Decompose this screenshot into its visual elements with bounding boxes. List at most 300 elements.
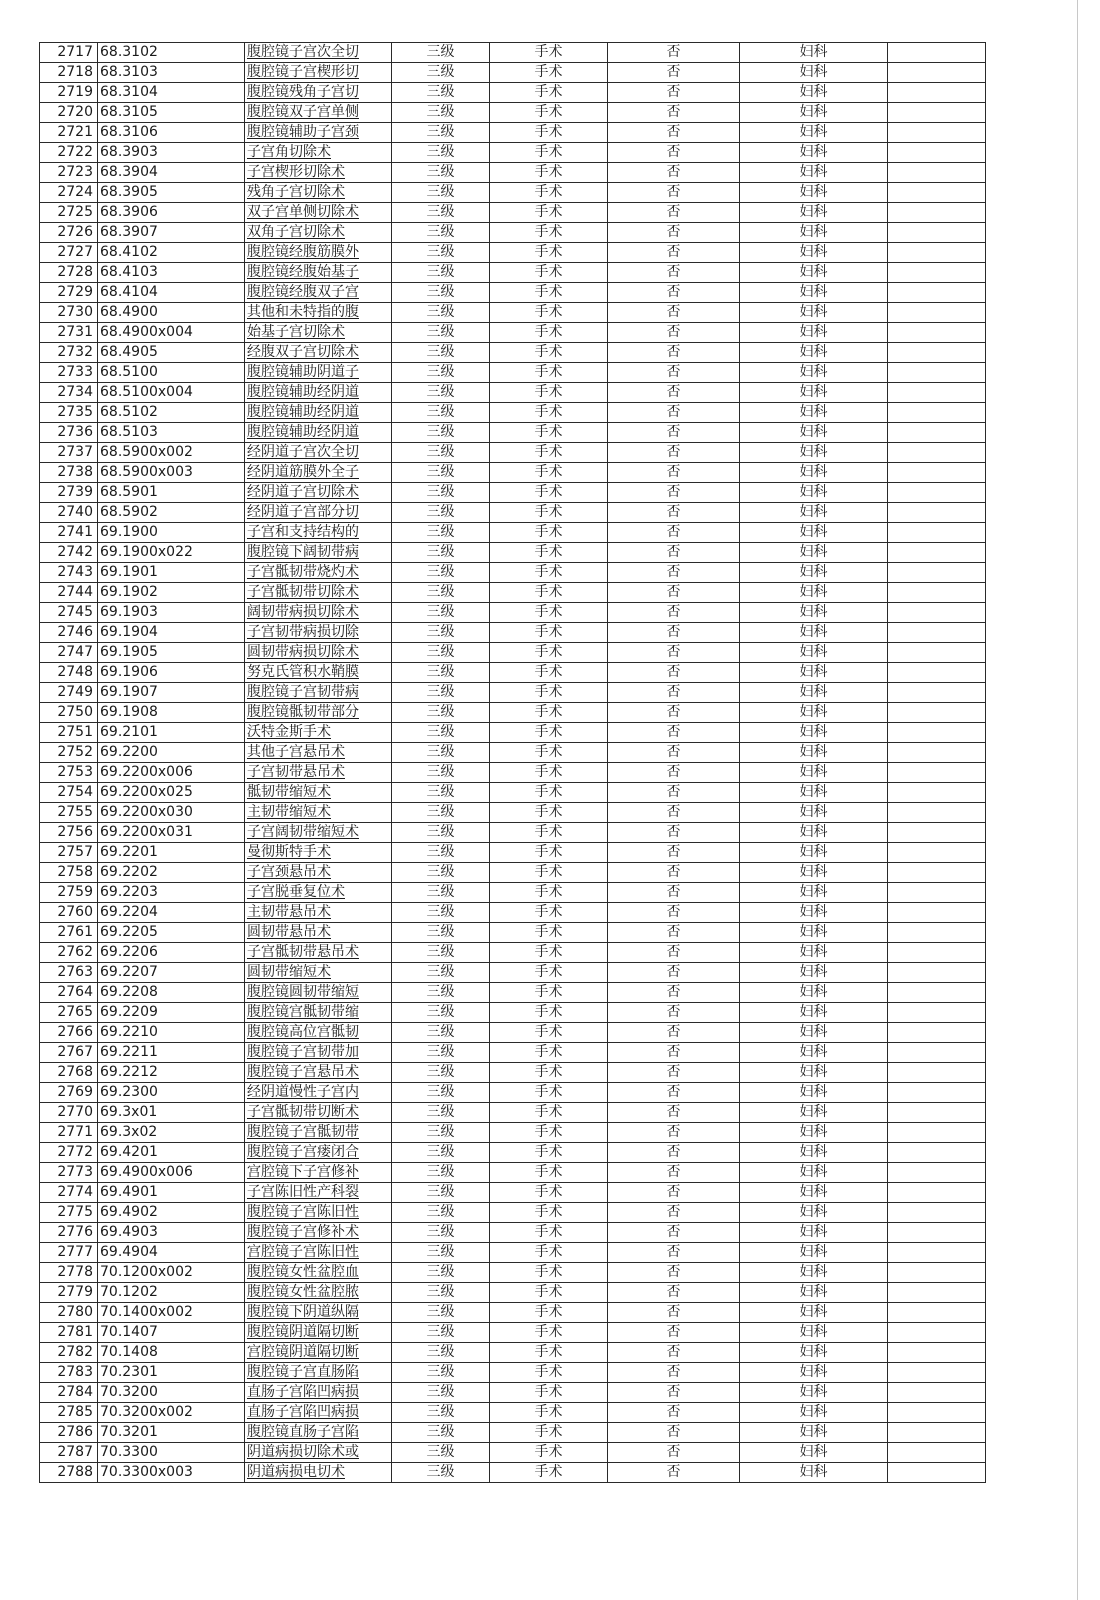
procedure-type: 手术 (490, 1323, 608, 1343)
procedure-type: 手术 (490, 1363, 608, 1383)
procedure-type: 手术 (490, 1023, 608, 1043)
row-number: 2751 (40, 723, 98, 743)
procedure-code: 69.2206 (98, 943, 245, 963)
procedure-code: 69.1904 (98, 623, 245, 643)
procedure-code: 69.2209 (98, 1003, 245, 1023)
procedure-code: 70.2301 (98, 1363, 245, 1383)
flag-value: 否 (608, 163, 740, 183)
table-row (40, 1223, 986, 1243)
department: 妇科 (740, 603, 888, 623)
row-number: 2726 (40, 223, 98, 243)
procedure-type: 手术 (490, 1423, 608, 1443)
department: 妇科 (740, 1283, 888, 1303)
flag-value: 否 (608, 1083, 740, 1103)
procedure-code: 69.1907 (98, 683, 245, 703)
empty-cell (888, 1203, 986, 1223)
flag-value: 否 (608, 1223, 740, 1243)
flag-value: 否 (608, 843, 740, 863)
department: 妇科 (740, 203, 888, 223)
row-number: 2786 (40, 1423, 98, 1443)
procedure-type: 手术 (490, 1243, 608, 1263)
procedure-code: 69.2207 (98, 963, 245, 983)
row-number: 2736 (40, 423, 98, 443)
procedure-code: 70.3201 (98, 1423, 245, 1443)
flag-value: 否 (608, 123, 740, 143)
table-row (40, 123, 986, 143)
department: 妇科 (740, 743, 888, 763)
procedure-code: 70.1200x002 (98, 1263, 245, 1283)
surgery-level: 三级 (392, 283, 490, 303)
empty-cell (888, 1343, 986, 1363)
flag-value: 否 (608, 383, 740, 403)
surgery-level: 三级 (392, 463, 490, 483)
flag-value: 否 (608, 1443, 740, 1463)
procedure-name: 宫腔镜阴道隔切断 (245, 1343, 392, 1363)
department: 妇科 (740, 543, 888, 563)
surgery-level: 三级 (392, 163, 490, 183)
procedure-name: 腹腔镜经腹筋膜外 (245, 243, 392, 263)
table-row (40, 1363, 986, 1383)
empty-cell (888, 223, 986, 243)
table-row (40, 643, 986, 663)
table-row (40, 283, 986, 303)
department: 妇科 (740, 403, 888, 423)
procedure-code: 69.2200x030 (98, 803, 245, 823)
procedure-name: 残角子宫切除术 (245, 183, 392, 203)
row-number: 2724 (40, 183, 98, 203)
table-row (40, 803, 986, 823)
table-row (40, 663, 986, 683)
surgery-level: 三级 (392, 143, 490, 163)
procedure-type: 手术 (490, 63, 608, 83)
department: 妇科 (740, 83, 888, 103)
surgery-level: 三级 (392, 123, 490, 143)
procedure-name: 圆韧带缩短术 (245, 963, 392, 983)
flag-value: 否 (608, 923, 740, 943)
table-row (40, 563, 986, 583)
procedure-code: 69.2212 (98, 1063, 245, 1083)
flag-value: 否 (608, 703, 740, 723)
procedure-type: 手术 (490, 743, 608, 763)
procedure-name: 腹腔镜经腹双子宫 (245, 283, 392, 303)
procedure-name: 腹腔镜经腹始基子 (245, 263, 392, 283)
department: 妇科 (740, 383, 888, 403)
surgery-level: 三级 (392, 823, 490, 843)
surgery-level: 三级 (392, 83, 490, 103)
empty-cell (888, 1223, 986, 1243)
procedure-name: 子宫陈旧性产科裂 (245, 1183, 392, 1203)
surgery-level: 三级 (392, 1223, 490, 1243)
table-row (40, 723, 986, 743)
empty-cell (888, 523, 986, 543)
table-row (40, 303, 986, 323)
procedure-type: 手术 (490, 583, 608, 603)
procedure-name: 腹腔镜女性盆腔脓 (245, 1283, 392, 1303)
row-number: 2737 (40, 443, 98, 463)
department: 妇科 (740, 483, 888, 503)
flag-value: 否 (608, 1263, 740, 1283)
flag-value: 否 (608, 183, 740, 203)
flag-value: 否 (608, 1143, 740, 1163)
empty-cell (888, 603, 986, 623)
procedure-code: 68.4900 (98, 303, 245, 323)
table-row (40, 403, 986, 423)
procedure-name: 腹腔镜辅助经阴道 (245, 423, 392, 443)
department: 妇科 (740, 1463, 888, 1483)
procedure-type: 手术 (490, 43, 608, 63)
procedure-type: 手术 (490, 123, 608, 143)
surgery-level: 三级 (392, 1263, 490, 1283)
empty-cell (888, 1463, 986, 1483)
department: 妇科 (740, 783, 888, 803)
procedure-name: 腹腔镜直肠子宫陷 (245, 1423, 392, 1443)
procedure-code: 68.3907 (98, 223, 245, 243)
procedure-code: 69.4904 (98, 1243, 245, 1263)
flag-value: 否 (608, 1063, 740, 1083)
flag-value: 否 (608, 243, 740, 263)
row-number: 2766 (40, 1023, 98, 1043)
procedure-name: 腹腔镜宫骶韧带缩 (245, 1003, 392, 1023)
surgery-level: 三级 (392, 883, 490, 903)
empty-cell (888, 883, 986, 903)
department: 妇科 (740, 863, 888, 883)
procedure-type: 手术 (490, 563, 608, 583)
department: 妇科 (740, 1163, 888, 1183)
row-number: 2758 (40, 863, 98, 883)
flag-value: 否 (608, 283, 740, 303)
flag-value: 否 (608, 1023, 740, 1043)
surgery-level: 三级 (392, 623, 490, 643)
surgery-level: 三级 (392, 863, 490, 883)
procedure-name: 阴道病损电切术 (245, 1463, 392, 1483)
row-number: 2729 (40, 283, 98, 303)
surgery-level: 三级 (392, 1423, 490, 1443)
department: 妇科 (740, 663, 888, 683)
table-row (40, 1243, 986, 1263)
surgery-catalog-sheet (39, 42, 986, 1483)
surgery-level: 三级 (392, 403, 490, 423)
surgery-level: 三级 (392, 943, 490, 963)
table-row (40, 1323, 986, 1343)
empty-cell (888, 1323, 986, 1343)
surgery-level: 三级 (392, 423, 490, 443)
empty-cell (888, 423, 986, 443)
procedure-type: 手术 (490, 943, 608, 963)
procedure-code: 68.4900x004 (98, 323, 245, 343)
department: 妇科 (740, 463, 888, 483)
table-row (40, 503, 986, 523)
surgery-level: 三级 (392, 263, 490, 283)
department: 妇科 (740, 1323, 888, 1343)
procedure-code: 69.1903 (98, 603, 245, 623)
procedure-type: 手术 (490, 483, 608, 503)
table-row (40, 603, 986, 623)
flag-value: 否 (608, 1183, 740, 1203)
procedure-type: 手术 (490, 1083, 608, 1103)
table-row (40, 1203, 986, 1223)
procedure-type: 手术 (490, 723, 608, 743)
table-row (40, 1383, 986, 1403)
table-row (40, 103, 986, 123)
table-row (40, 543, 986, 563)
empty-cell (888, 983, 986, 1003)
empty-cell (888, 63, 986, 83)
department: 妇科 (740, 1403, 888, 1423)
row-number: 2719 (40, 83, 98, 103)
empty-cell (888, 1283, 986, 1303)
empty-cell (888, 403, 986, 423)
procedure-name: 骶韧带缩短术 (245, 783, 392, 803)
procedure-name: 腹腔镜子宫骶韧带 (245, 1123, 392, 1143)
procedure-code: 69.3x02 (98, 1123, 245, 1143)
procedure-type: 手术 (490, 303, 608, 323)
empty-cell (888, 1383, 986, 1403)
table-row (40, 263, 986, 283)
empty-cell (888, 1263, 986, 1283)
procedure-name: 腹腔镜辅助阴道子 (245, 363, 392, 383)
flag-value: 否 (608, 663, 740, 683)
row-number: 2740 (40, 503, 98, 523)
procedure-code: 68.4103 (98, 263, 245, 283)
flag-value: 否 (608, 903, 740, 923)
department: 妇科 (740, 363, 888, 383)
department: 妇科 (740, 443, 888, 463)
table-row (40, 1283, 986, 1303)
procedure-type: 手术 (490, 1043, 608, 1063)
empty-cell (888, 623, 986, 643)
procedure-type: 手术 (490, 103, 608, 123)
surgery-level: 三级 (392, 1183, 490, 1203)
procedure-name: 经阴道慢性子宫内 (245, 1083, 392, 1103)
procedure-code: 68.5901 (98, 483, 245, 503)
procedure-type: 手术 (490, 663, 608, 683)
empty-cell (888, 483, 986, 503)
surgery-level: 三级 (392, 643, 490, 663)
procedure-type: 手术 (490, 263, 608, 283)
surgery-level: 三级 (392, 563, 490, 583)
surgery-level: 三级 (392, 303, 490, 323)
procedure-name: 双角子宫切除术 (245, 223, 392, 243)
procedure-type: 手术 (490, 523, 608, 543)
procedure-code: 68.3904 (98, 163, 245, 183)
empty-cell (888, 543, 986, 563)
procedure-type: 手术 (490, 363, 608, 383)
table-row (40, 483, 986, 503)
empty-cell (888, 783, 986, 803)
flag-value: 否 (608, 303, 740, 323)
flag-value: 否 (608, 103, 740, 123)
department: 妇科 (740, 763, 888, 783)
procedure-code: 68.4905 (98, 343, 245, 363)
empty-cell (888, 503, 986, 523)
flag-value: 否 (608, 203, 740, 223)
surgery-level: 三级 (392, 843, 490, 863)
procedure-code: 68.3103 (98, 63, 245, 83)
empty-cell (888, 123, 986, 143)
department: 妇科 (740, 1203, 888, 1223)
procedure-code: 69.2200x031 (98, 823, 245, 843)
surgery-level: 三级 (392, 583, 490, 603)
flag-value: 否 (608, 223, 740, 243)
procedure-name: 腹腔镜辅助经阴道 (245, 383, 392, 403)
flag-value: 否 (608, 503, 740, 523)
flag-value: 否 (608, 43, 740, 63)
empty-cell (888, 723, 986, 743)
row-number: 2755 (40, 803, 98, 823)
flag-value: 否 (608, 1363, 740, 1383)
table-row (40, 1343, 986, 1363)
row-number: 2723 (40, 163, 98, 183)
flag-value: 否 (608, 943, 740, 963)
row-number: 2767 (40, 1043, 98, 1063)
row-number: 2731 (40, 323, 98, 343)
surgery-level: 三级 (392, 1163, 490, 1183)
procedure-code: 69.2208 (98, 983, 245, 1003)
table-row (40, 1463, 986, 1483)
procedure-type: 手术 (490, 1183, 608, 1203)
empty-cell (888, 843, 986, 863)
empty-cell (888, 303, 986, 323)
flag-value: 否 (608, 743, 740, 763)
procedure-type: 手术 (490, 163, 608, 183)
flag-value: 否 (608, 363, 740, 383)
table-row (40, 883, 986, 903)
department: 妇科 (740, 223, 888, 243)
table-row (40, 243, 986, 263)
surgery-level: 三级 (392, 223, 490, 243)
table-row (40, 1163, 986, 1183)
procedure-code: 70.1407 (98, 1323, 245, 1343)
procedure-code: 69.1901 (98, 563, 245, 583)
department: 妇科 (740, 1183, 888, 1203)
flag-value: 否 (608, 623, 740, 643)
row-number: 2772 (40, 1143, 98, 1163)
procedure-name: 子宫骶韧带切除术 (245, 583, 392, 603)
table-row (40, 363, 986, 383)
procedure-code: 69.2204 (98, 903, 245, 923)
procedure-name: 腹腔镜女性盆腔血 (245, 1263, 392, 1283)
procedure-type: 手术 (490, 1003, 608, 1023)
department: 妇科 (740, 703, 888, 723)
procedure-name: 曼彻斯特手术 (245, 843, 392, 863)
procedure-name: 腹腔镜子宫修补术 (245, 1223, 392, 1243)
row-number: 2775 (40, 1203, 98, 1223)
flag-value: 否 (608, 963, 740, 983)
procedure-code: 68.3903 (98, 143, 245, 163)
surgery-level: 三级 (392, 923, 490, 943)
row-number: 2743 (40, 563, 98, 583)
procedure-name: 其他子宫悬吊术 (245, 743, 392, 763)
table-row (40, 763, 986, 783)
procedure-type: 手术 (490, 503, 608, 523)
procedure-type: 手术 (490, 623, 608, 643)
department: 妇科 (740, 583, 888, 603)
department: 妇科 (740, 1143, 888, 1163)
department: 妇科 (740, 943, 888, 963)
table-row (40, 163, 986, 183)
procedure-code: 68.5900x002 (98, 443, 245, 463)
empty-cell (888, 863, 986, 883)
procedure-code: 69.2200 (98, 743, 245, 763)
department: 妇科 (740, 1443, 888, 1463)
procedure-type: 手术 (490, 543, 608, 563)
surgery-level: 三级 (392, 1283, 490, 1303)
department: 妇科 (740, 963, 888, 983)
procedure-name: 腹腔镜辅助子宫颈 (245, 123, 392, 143)
procedure-type: 手术 (490, 823, 608, 843)
surgery-level: 三级 (392, 1003, 490, 1023)
surgery-level: 三级 (392, 43, 490, 63)
surgery-level: 三级 (392, 103, 490, 123)
row-number: 2773 (40, 1163, 98, 1183)
table-row (40, 1143, 986, 1163)
row-number: 2765 (40, 1003, 98, 1023)
row-number: 2756 (40, 823, 98, 843)
procedure-type: 手术 (490, 223, 608, 243)
surgery-level: 三级 (392, 1063, 490, 1083)
department: 妇科 (740, 1343, 888, 1363)
empty-cell (888, 1143, 986, 1163)
procedure-name: 腹腔镜子宫韧带加 (245, 1043, 392, 1063)
department: 妇科 (740, 303, 888, 323)
empty-cell (888, 1023, 986, 1043)
procedure-name: 经阴道筋膜外全子 (245, 463, 392, 483)
row-number: 2742 (40, 543, 98, 563)
row-number: 2762 (40, 943, 98, 963)
surgery-level: 三级 (392, 1083, 490, 1103)
department: 妇科 (740, 503, 888, 523)
surgery-level: 三级 (392, 383, 490, 403)
row-number: 2746 (40, 623, 98, 643)
procedure-type: 手术 (490, 843, 608, 863)
department: 妇科 (740, 1063, 888, 1083)
department: 妇科 (740, 1043, 888, 1063)
procedure-name: 其他和未特指的腹 (245, 303, 392, 323)
row-number: 2787 (40, 1443, 98, 1463)
row-number: 2780 (40, 1303, 98, 1323)
procedure-name: 腹腔镜子宫直肠陷 (245, 1363, 392, 1383)
surgery-level: 三级 (392, 363, 490, 383)
table-row (40, 943, 986, 963)
flag-value: 否 (608, 423, 740, 443)
empty-cell (888, 1123, 986, 1143)
procedure-name: 子宫角切除术 (245, 143, 392, 163)
flag-value: 否 (608, 1163, 740, 1183)
flag-value: 否 (608, 543, 740, 563)
empty-cell (888, 1043, 986, 1063)
procedure-type: 手术 (490, 1263, 608, 1283)
procedure-code: 68.3104 (98, 83, 245, 103)
empty-cell (888, 243, 986, 263)
department: 妇科 (740, 563, 888, 583)
row-number: 2750 (40, 703, 98, 723)
empty-cell (888, 343, 986, 363)
surgery-level: 三级 (392, 503, 490, 523)
surgery-level: 三级 (392, 1343, 490, 1363)
table-row (40, 223, 986, 243)
table-row (40, 1003, 986, 1023)
page-edge-line (1077, 0, 1078, 1600)
row-number: 2727 (40, 243, 98, 263)
table-row (40, 1263, 986, 1283)
procedure-code: 69.4201 (98, 1143, 245, 1163)
flag-value: 否 (608, 463, 740, 483)
procedure-name: 沃特金斯手术 (245, 723, 392, 743)
procedure-code: 69.1902 (98, 583, 245, 603)
row-number: 2734 (40, 383, 98, 403)
procedure-code: 69.4903 (98, 1223, 245, 1243)
flag-value: 否 (608, 263, 740, 283)
